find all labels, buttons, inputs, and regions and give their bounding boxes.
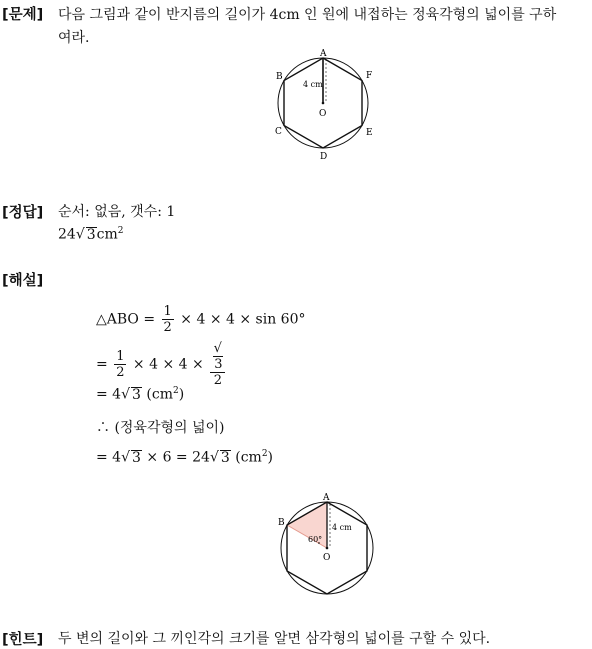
problem-label: [문제] xyxy=(2,7,44,23)
sol-hex-label-O: O xyxy=(323,553,331,563)
sol2-half: $\frac{1}{2}$ xyxy=(116,349,125,380)
hex-label-B: B xyxy=(276,72,283,82)
sol1-right: × 4 × 4 × sin 60° xyxy=(180,311,306,328)
answer-exp: 2 xyxy=(117,226,124,236)
sol-hex-label-radius: 4 cm xyxy=(332,523,352,532)
sol3-a: = 4 xyxy=(96,386,122,403)
sol1-half: $\frac{1}{2}$ xyxy=(163,304,172,335)
solution-line2 xyxy=(96,341,227,388)
answer-value: 24√ $3cm^2$ xyxy=(58,226,124,243)
hex-label-C: C xyxy=(275,127,282,137)
hex-label-E: E xyxy=(366,128,373,138)
hex-label-D: D xyxy=(320,152,328,162)
answer-radicand: 3 xyxy=(86,226,96,243)
hint-text: 두 변의 길이와 그 끼인각의 크기를 알면 삼각형의 넓이를 구할 수 있다. xyxy=(58,631,491,647)
sol5-close: ) xyxy=(267,449,274,466)
hex-label-O: O xyxy=(319,109,327,119)
solution-hexagon-figure xyxy=(270,490,380,600)
sol3-rad: 3 xyxy=(132,386,141,403)
sol2-sqrt-frac: √ 3 2 xyxy=(210,341,225,388)
solution-line5: = 4√ 3 × 6 = 24√ 3 $(cm^2)$ xyxy=(96,449,274,466)
sol-hex-label-A: A xyxy=(323,493,330,503)
sol5-a: = 4 xyxy=(96,449,122,466)
sol5-unit: (cm xyxy=(235,449,262,466)
sol2-eq: = xyxy=(96,356,108,373)
solution-line1 xyxy=(96,304,305,335)
sol5-b: × 6 = 24 xyxy=(146,449,210,466)
sol1-left: △ABO = xyxy=(96,311,156,328)
sol3-close: ) xyxy=(178,386,185,403)
answer-unit: cm xyxy=(96,226,118,243)
sol5-rad: 3 xyxy=(132,449,141,466)
hex-label-radius: 4 cm xyxy=(303,80,323,89)
hex-label-A: A xyxy=(320,49,327,59)
answer-coef: 24 xyxy=(58,226,76,243)
sol-hex-label-B: B xyxy=(278,518,285,528)
solution-line4: ∴ (정육각형의 넓이) xyxy=(96,420,225,436)
problem-text-line2: 여라. xyxy=(58,30,90,46)
sol3-unit: (cm xyxy=(146,386,173,403)
sol3-exp: 2 xyxy=(172,386,179,396)
answer-label: [정답] xyxy=(2,205,44,221)
sol5-exp: 2 xyxy=(261,449,268,459)
hex-label-F: F xyxy=(366,71,373,81)
hint-label: [힌트] xyxy=(2,632,44,648)
solution-label: [해설] xyxy=(2,273,44,289)
sol5-rad2: 3 xyxy=(220,449,230,466)
hexagon-figure xyxy=(270,45,380,165)
sol-hex-label-angle: 60° xyxy=(308,535,323,544)
answer-meta: 순서: 없음, 갯수: 1 xyxy=(58,204,176,220)
solution-line3: = 4√ 3 $(cm^2)$ xyxy=(96,386,185,403)
problem-text-line1: 다음 그림과 같이 반지름의 길이가 4cm 인 원에 내접하는 정육각형의 넓이를 구하 xyxy=(58,7,557,23)
sol2-mid: × 4 × 4 × xyxy=(132,356,204,373)
